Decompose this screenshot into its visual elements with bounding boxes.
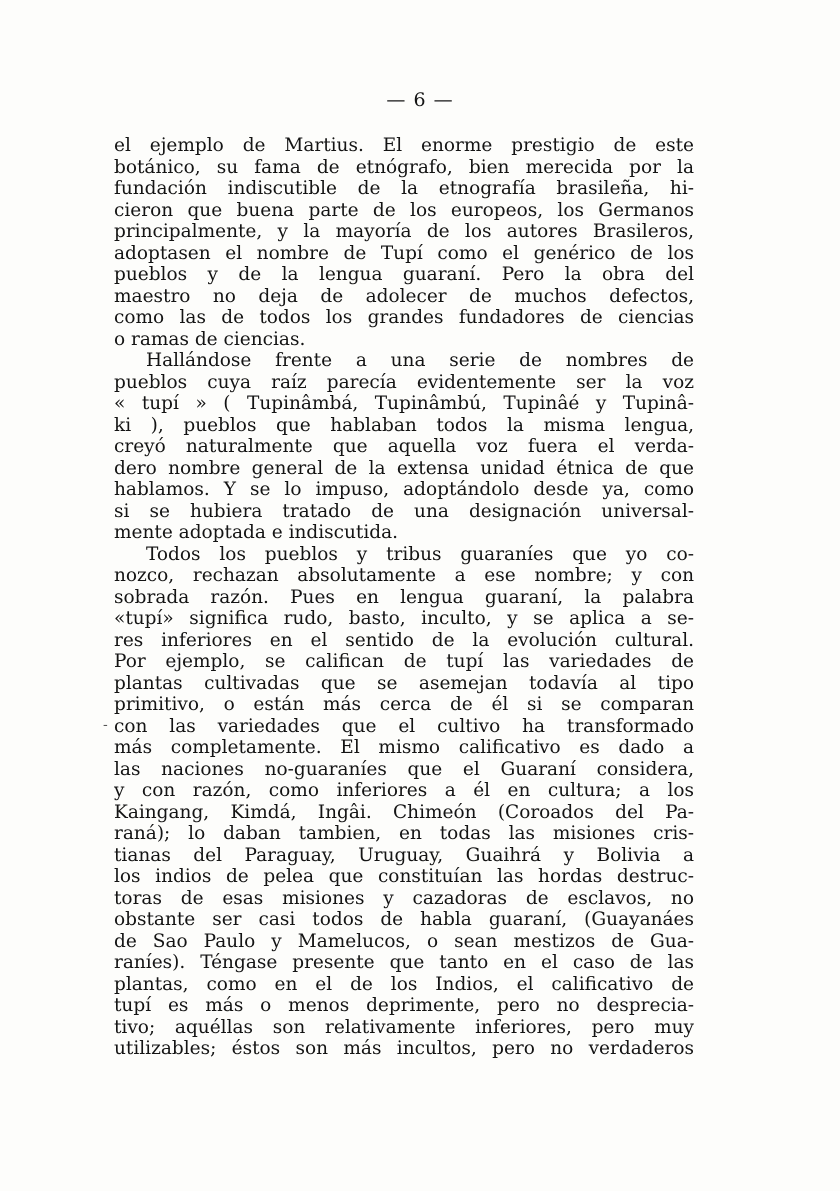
text-line: Hallándose frente a una serie de nombres de [146,350,694,371]
text-line: como las de todos los grandes fundadores de ciencias [114,307,694,328]
text-line: Por ejemplo, se califican de tupí las variedades de [114,651,694,672]
text-line: « tupí » ( Tupinâmbá, Tupinâmbú, Tupinâé y Tupinâ- [114,393,694,414]
text-line: primitivo, o están más cerca de él si se comparan [114,694,694,715]
text-line: fundación indiscutible de la etnografía brasileña, hi- [114,178,694,199]
text-line: res inferiores en el sentido de la evolución cultural. [114,629,694,651]
text-line: botánico, su fama de etnógrafo, bien merecida por la [114,156,694,178]
text-line: principalmente, y la mayoría de los autores Brasileros, [114,221,694,242]
text-line: el ejemplo de Martius. El enorme prestigio de este [114,135,694,156]
text-line: raníes). Téngase presente que tanto en el caso de las [114,952,694,973]
text-line: ki ), pueblos que hablaban todos la misma lengua, [114,414,694,436]
margin-mark: - [103,717,108,733]
text-line: de Sao Paulo y Mamelucos, o sean mestizos de Gua- [114,930,694,952]
text-line: dero nombre general de la extensa unidad étnica de que [114,457,694,479]
text-line: los indios de pelea que constituían las hordas destruc- [114,866,694,887]
text-line: o ramas de ciencias. [114,328,306,350]
text-line: las naciones no-guaraníes que el Guaraní considera, [114,758,694,780]
text-line: si se hubiera tratado de una designación universal- [114,500,694,522]
text-line: creyó naturalmente que aquella voz fuera el verda- [114,436,694,457]
text-line: y con razón, como inferiores a él en cultura; a los [114,780,694,801]
text-line: Todos los pueblos y tribus guaraníes que yo co- [146,543,694,565]
text-line: utilizables; éstos son más incultos, pero no verdaderos [114,1038,694,1059]
text-line: Kaingang, Kimdá, Ingâi. Chimeón (Coroados del Pa- [114,801,694,823]
text-line: toras de esas misiones y cazadoras de esclavos, no [114,887,694,909]
text-line: tupí es más o menos deprimente, pero no desprecia- [114,995,694,1016]
text-line: tianas del Paraguay, Uruguay, Guaihrá y Bolivia a [114,844,694,866]
text-line: nozco, rechazan absolutamente a ese nombre; y con [114,565,694,586]
text-line: plantas cultivadas que se asemejan todavía al tipo [114,672,694,694]
text-line: pueblos cuya raíz parecía evidentemente ser la voz [114,371,694,393]
text-line: obstante ser casi todos de habla guaraní, (Guayanáes [114,909,694,930]
text-line: pueblos y de la lengua guaraní. Pero la obra del [114,264,694,285]
text-line: cieron que buena parte de los europeos, los Germanos [114,199,694,221]
body-text [114,135,694,1060]
text-line: sobrada razón. Pues en lengua guaraní, la palabra [114,586,694,608]
text-line: maestro no deja de adolecer de muchos defectos, [114,285,694,307]
text-line: más completamente. El mismo calificativo es dado a [114,737,694,758]
text-line: mente adoptada e indiscutida. [114,522,399,543]
text-line: hablamos. Y se lo impuso, adoptándolo desde ya, como [114,479,694,500]
text-line: «tupí» significa rudo, basto, inculto, y se aplica a se- [114,608,694,629]
page-number: — 6 — [386,89,454,111]
text-line: raná); lo daban tambien, en todas las misiones cris- [114,823,694,844]
text-line: plantas, como en el de los Indios, el calificativo de [114,973,694,995]
text-line: tivo; aquéllas son relativamente inferiores, pero muy [114,1016,694,1038]
text-line: adoptasen el nombre de Tupí como el genérico de los [114,242,694,264]
text-line: con las variedades que el cultivo ha transformado [114,715,694,737]
